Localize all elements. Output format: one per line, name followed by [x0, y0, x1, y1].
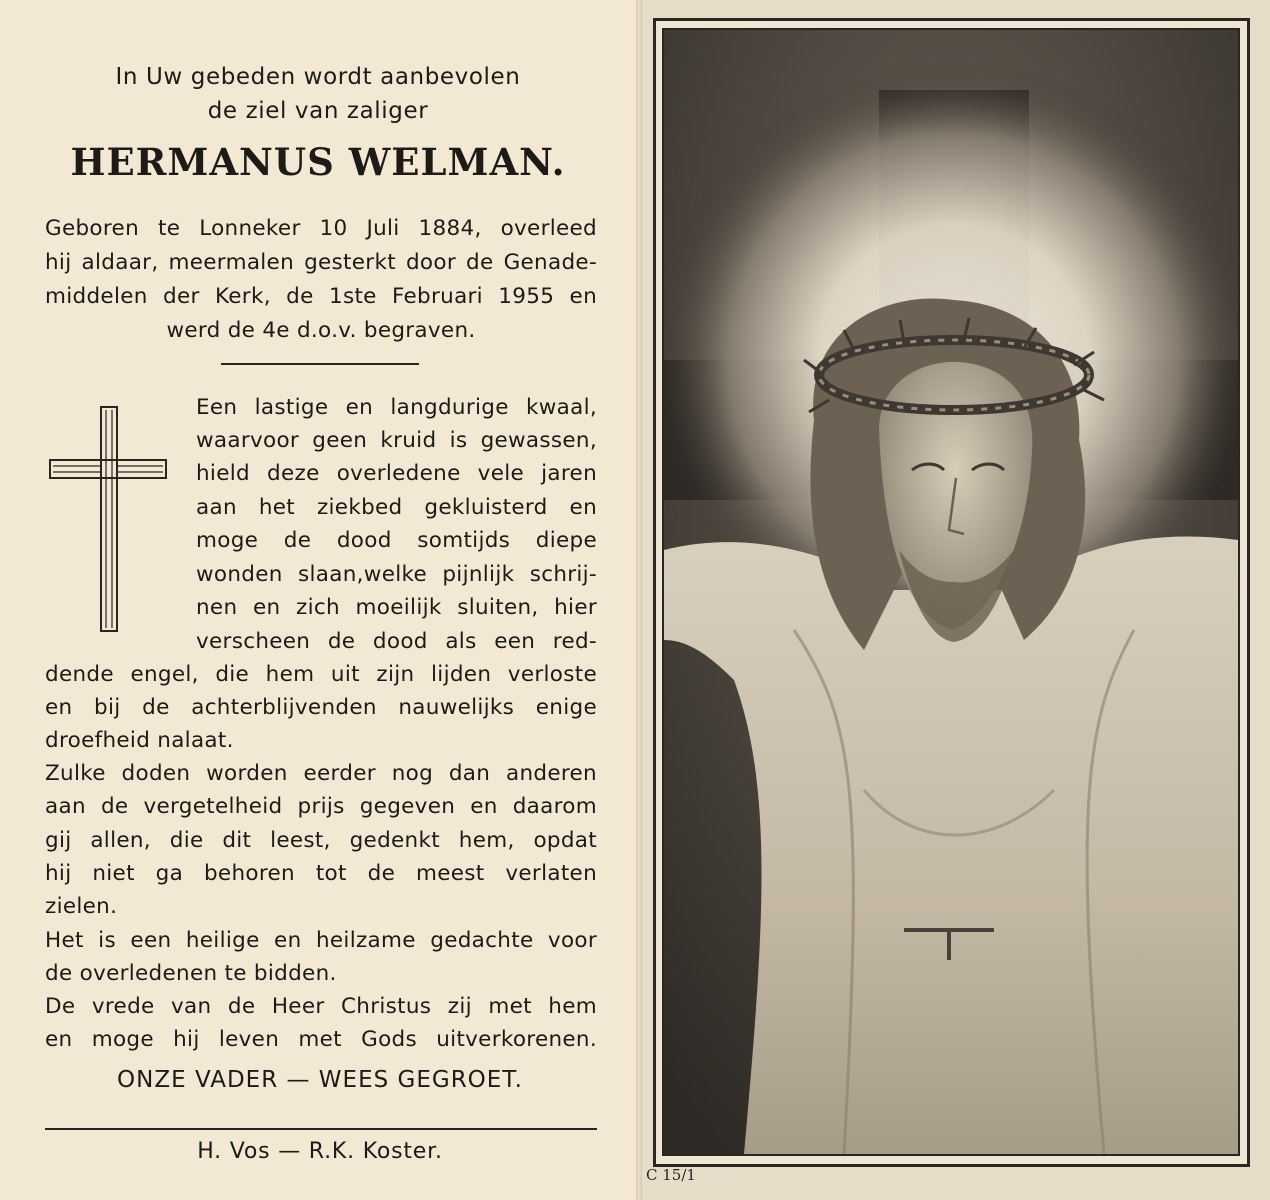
printer-credit: H. Vos — R.K. Koster.	[197, 1139, 443, 1164]
poem-line: Het is een heilige en heilzame gedachte voor	[45, 928, 597, 953]
crucifix-illustration	[662, 28, 1240, 1156]
prayer-line: ONZE VADER — WEES GEGROET.	[117, 1067, 523, 1093]
poem-line: dende engel, die hem uit zijn lijden verloste	[45, 662, 597, 687]
plate-code: C 15/1	[646, 1166, 696, 1184]
poem-line: wonden slaan,welke pijnlijk schrij-	[196, 562, 597, 587]
bio-line: hij aldaar, meermalen gesterkt door de Genade-	[45, 250, 597, 275]
poem-line: hij niet ga behoren tot de meest verlaten	[45, 861, 597, 886]
poem-line: verscheen de dood als een red-	[196, 629, 597, 654]
poem-line: waarvoor geen kruid is gewassen,	[196, 428, 597, 453]
christ-illustration-icon	[664, 30, 1238, 1154]
poem-line: en bij de achterblijvenden nauwelijks enige	[45, 695, 597, 720]
poem-line: gij allen, die dit leest, gedenkt hem, opdat	[45, 828, 597, 853]
poem-line: Een lastige en langdurige kwaal,	[196, 395, 597, 420]
poem-line: zielen.	[45, 894, 118, 919]
poem-line: De vrede van de Heer Christus zij met hem	[45, 994, 597, 1019]
deceased-name: HERMANUS WELMAN.	[70, 140, 566, 184]
poem-line: droefheid nalaat.	[45, 728, 234, 753]
bio-line: middelen der Kerk, de 1ste Februari 1955 en	[45, 284, 597, 309]
bottom-rule	[45, 1128, 597, 1130]
intro-line-2: de ziel van zaliger	[207, 98, 429, 124]
divider-rule	[221, 363, 419, 365]
poem-line: en moge hij leven met Gods uitverkorenen.	[45, 1027, 597, 1052]
poem-line: Zulke doden worden eerder nog dan anderen	[45, 761, 597, 786]
bio-line: Geboren te Lonneker 10 Juli 1884, overleed	[45, 216, 597, 241]
poem-line: hield deze overledene vele jaren	[196, 461, 597, 486]
poem-line: aan de vergetelheid prijs gegeven en daarom	[45, 794, 597, 819]
poem-line: de overledenen te bidden.	[45, 961, 337, 986]
bio-line: werd de 4e d.o.v. begraven.	[166, 318, 476, 343]
poem-line: aan het ziekbed gekluisterd en	[196, 495, 597, 520]
intro-line-1: In Uw gebeden wordt aanbevolen	[115, 64, 521, 90]
poem-line: moge de dood somtijds diepe	[196, 528, 597, 553]
cross-icon	[47, 404, 169, 634]
poem-line: nen en zich moeilijk sluiten, hier	[196, 595, 597, 620]
